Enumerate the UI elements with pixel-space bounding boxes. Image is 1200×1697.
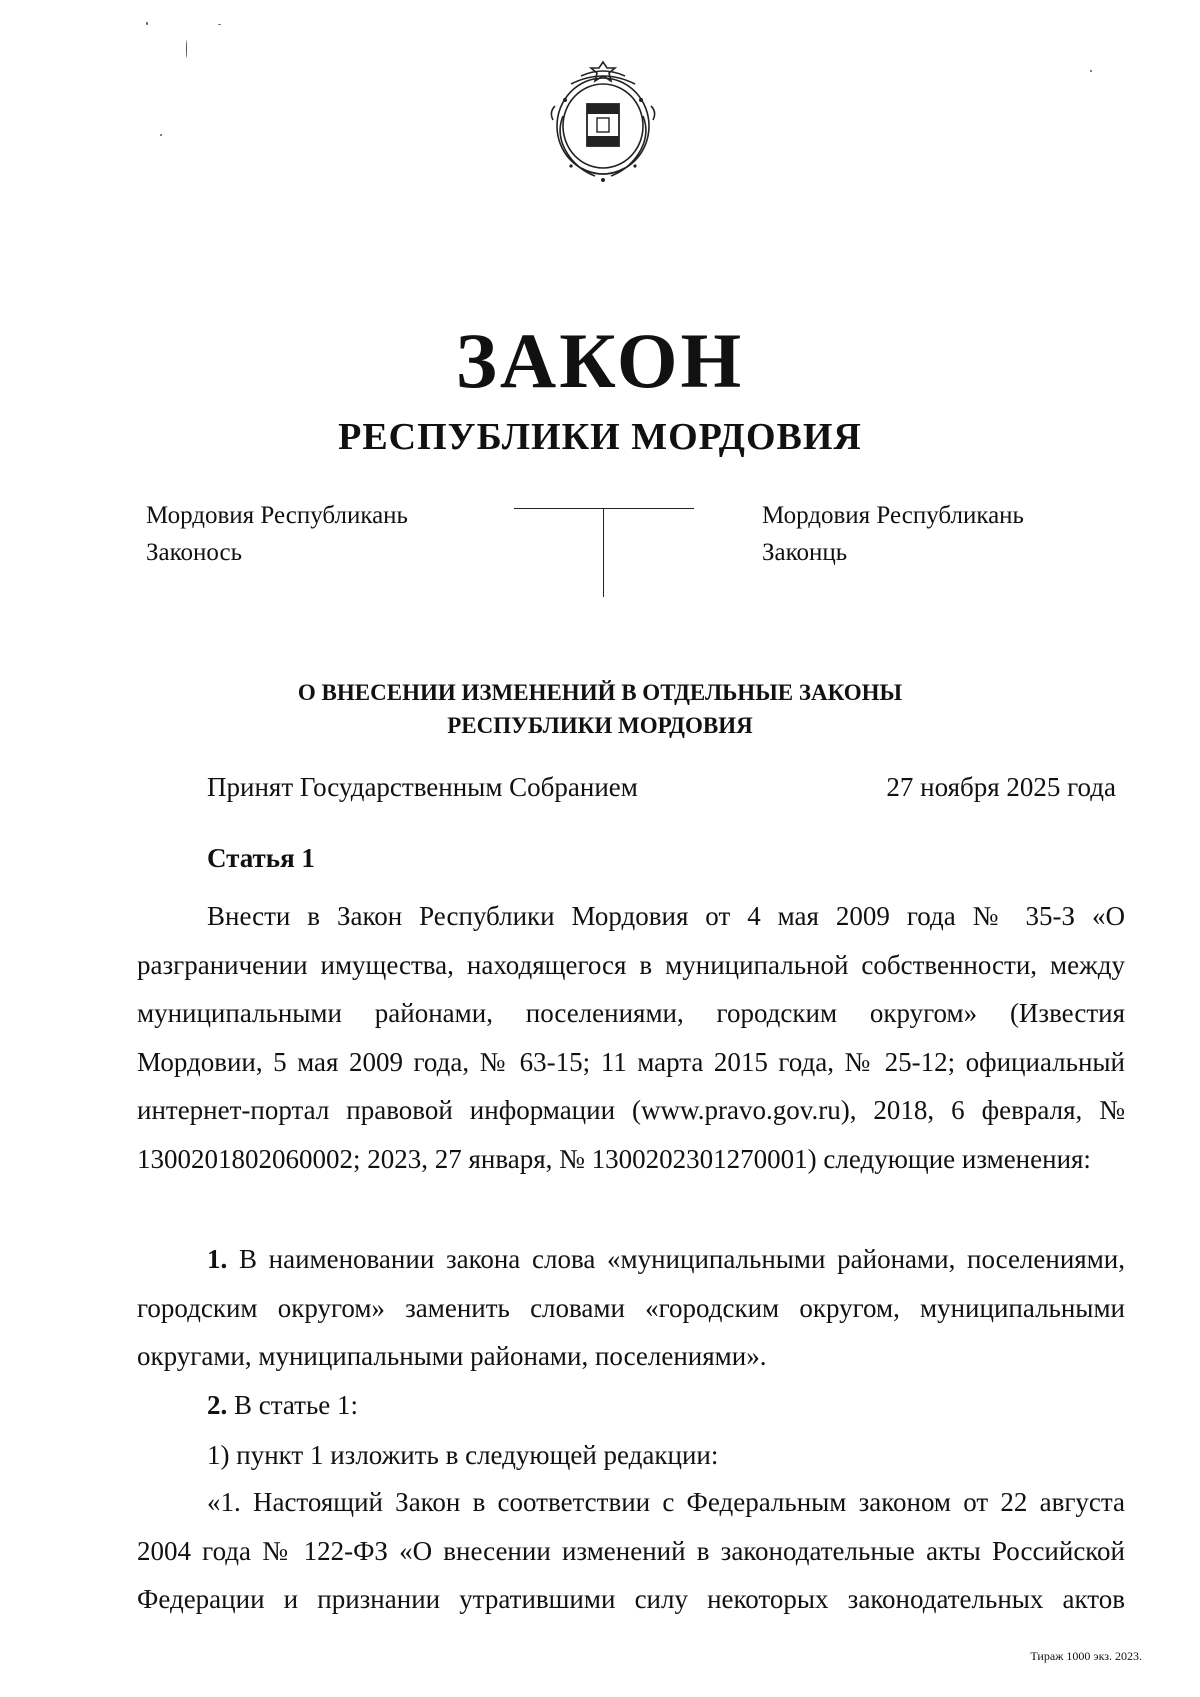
number-line-horizontal: [514, 508, 694, 509]
document-title: ЗАКОН: [455, 317, 745, 404]
amendment-item-2: [137, 1381, 1125, 1430]
moksha-law-title: Мордовия Республикань Законось: [146, 502, 408, 566]
item-text: В наименовании закона слова «муниципальными районами, поселениями, городским округом» заменить словами «городским округом, муниципальными округами, муниципальными районами, поселениями».: [137, 1244, 1125, 1371]
scan-speck: [146, 22, 148, 25]
subitem-1: 1) пункт 1 изложить в следующей редакции:: [207, 1440, 719, 1470]
scan-speck: [160, 134, 162, 136]
scan-speck: [1090, 70, 1092, 72]
item-number: 1.: [207, 1244, 228, 1274]
quoted-new-text: «1. Настоящий Закон в соответствии с Федеральным законом от 22 августа 2004 года № 122-ФЗ «О внесении изменений в законодательные акты Российской Федерации и признании утратившими силу некоторых законодательных актов: [137, 1487, 1125, 1614]
law-subject-heading: О ВНЕСЕНИИ ИЗМЕНЕНИЙ В ОТДЕЛЬНЫЕ ЗАКОНЫ РЕСПУБЛИКИ МОРДОВИЯ: [297, 680, 903, 738]
amendment-item-1: [137, 1235, 1125, 1381]
print-run-note: Тираж 1000 экз. 2023.: [1030, 1649, 1142, 1663]
article-heading: Статья 1: [207, 843, 315, 873]
number-line-vertical: [603, 509, 604, 597]
document-subtitle: РЕСПУБЛИКИ МОРДОВИЯ: [338, 416, 862, 458]
scan-speck: [186, 40, 187, 58]
scan-speck: [218, 24, 221, 25]
item-number: 2.: [207, 1390, 228, 1420]
item-text: В статье 1:: [227, 1390, 359, 1420]
erzya-law-title: Мордовия Республикань Законць: [762, 502, 1024, 566]
article-intro-paragraph: Внести в Закон Республики Мордовия от 4 мая 2009 года № 35-З «О разграничении имущества, находящегося в муниципальной собственности, между муниципальными районами, поселениями, городским округом» (Известия Мордовии, 5 мая 2009 года, № 63-15; 11 марта 2015 года, № 25-12; официальный интернет-портал правовой информации (www.pravo.gov.ru), 2018, 6 февраля, № 1300201802060002; 2023, 27 января, № 1300202301270001) следующие изменения:: [137, 901, 1125, 1174]
mordovia-coat-of-arms-emblem-icon: [541, 56, 665, 186]
adopted-by-label: Принят Государственным Собранием: [207, 772, 638, 802]
adopted-date: 27 ноября 2025 года: [886, 772, 1116, 802]
